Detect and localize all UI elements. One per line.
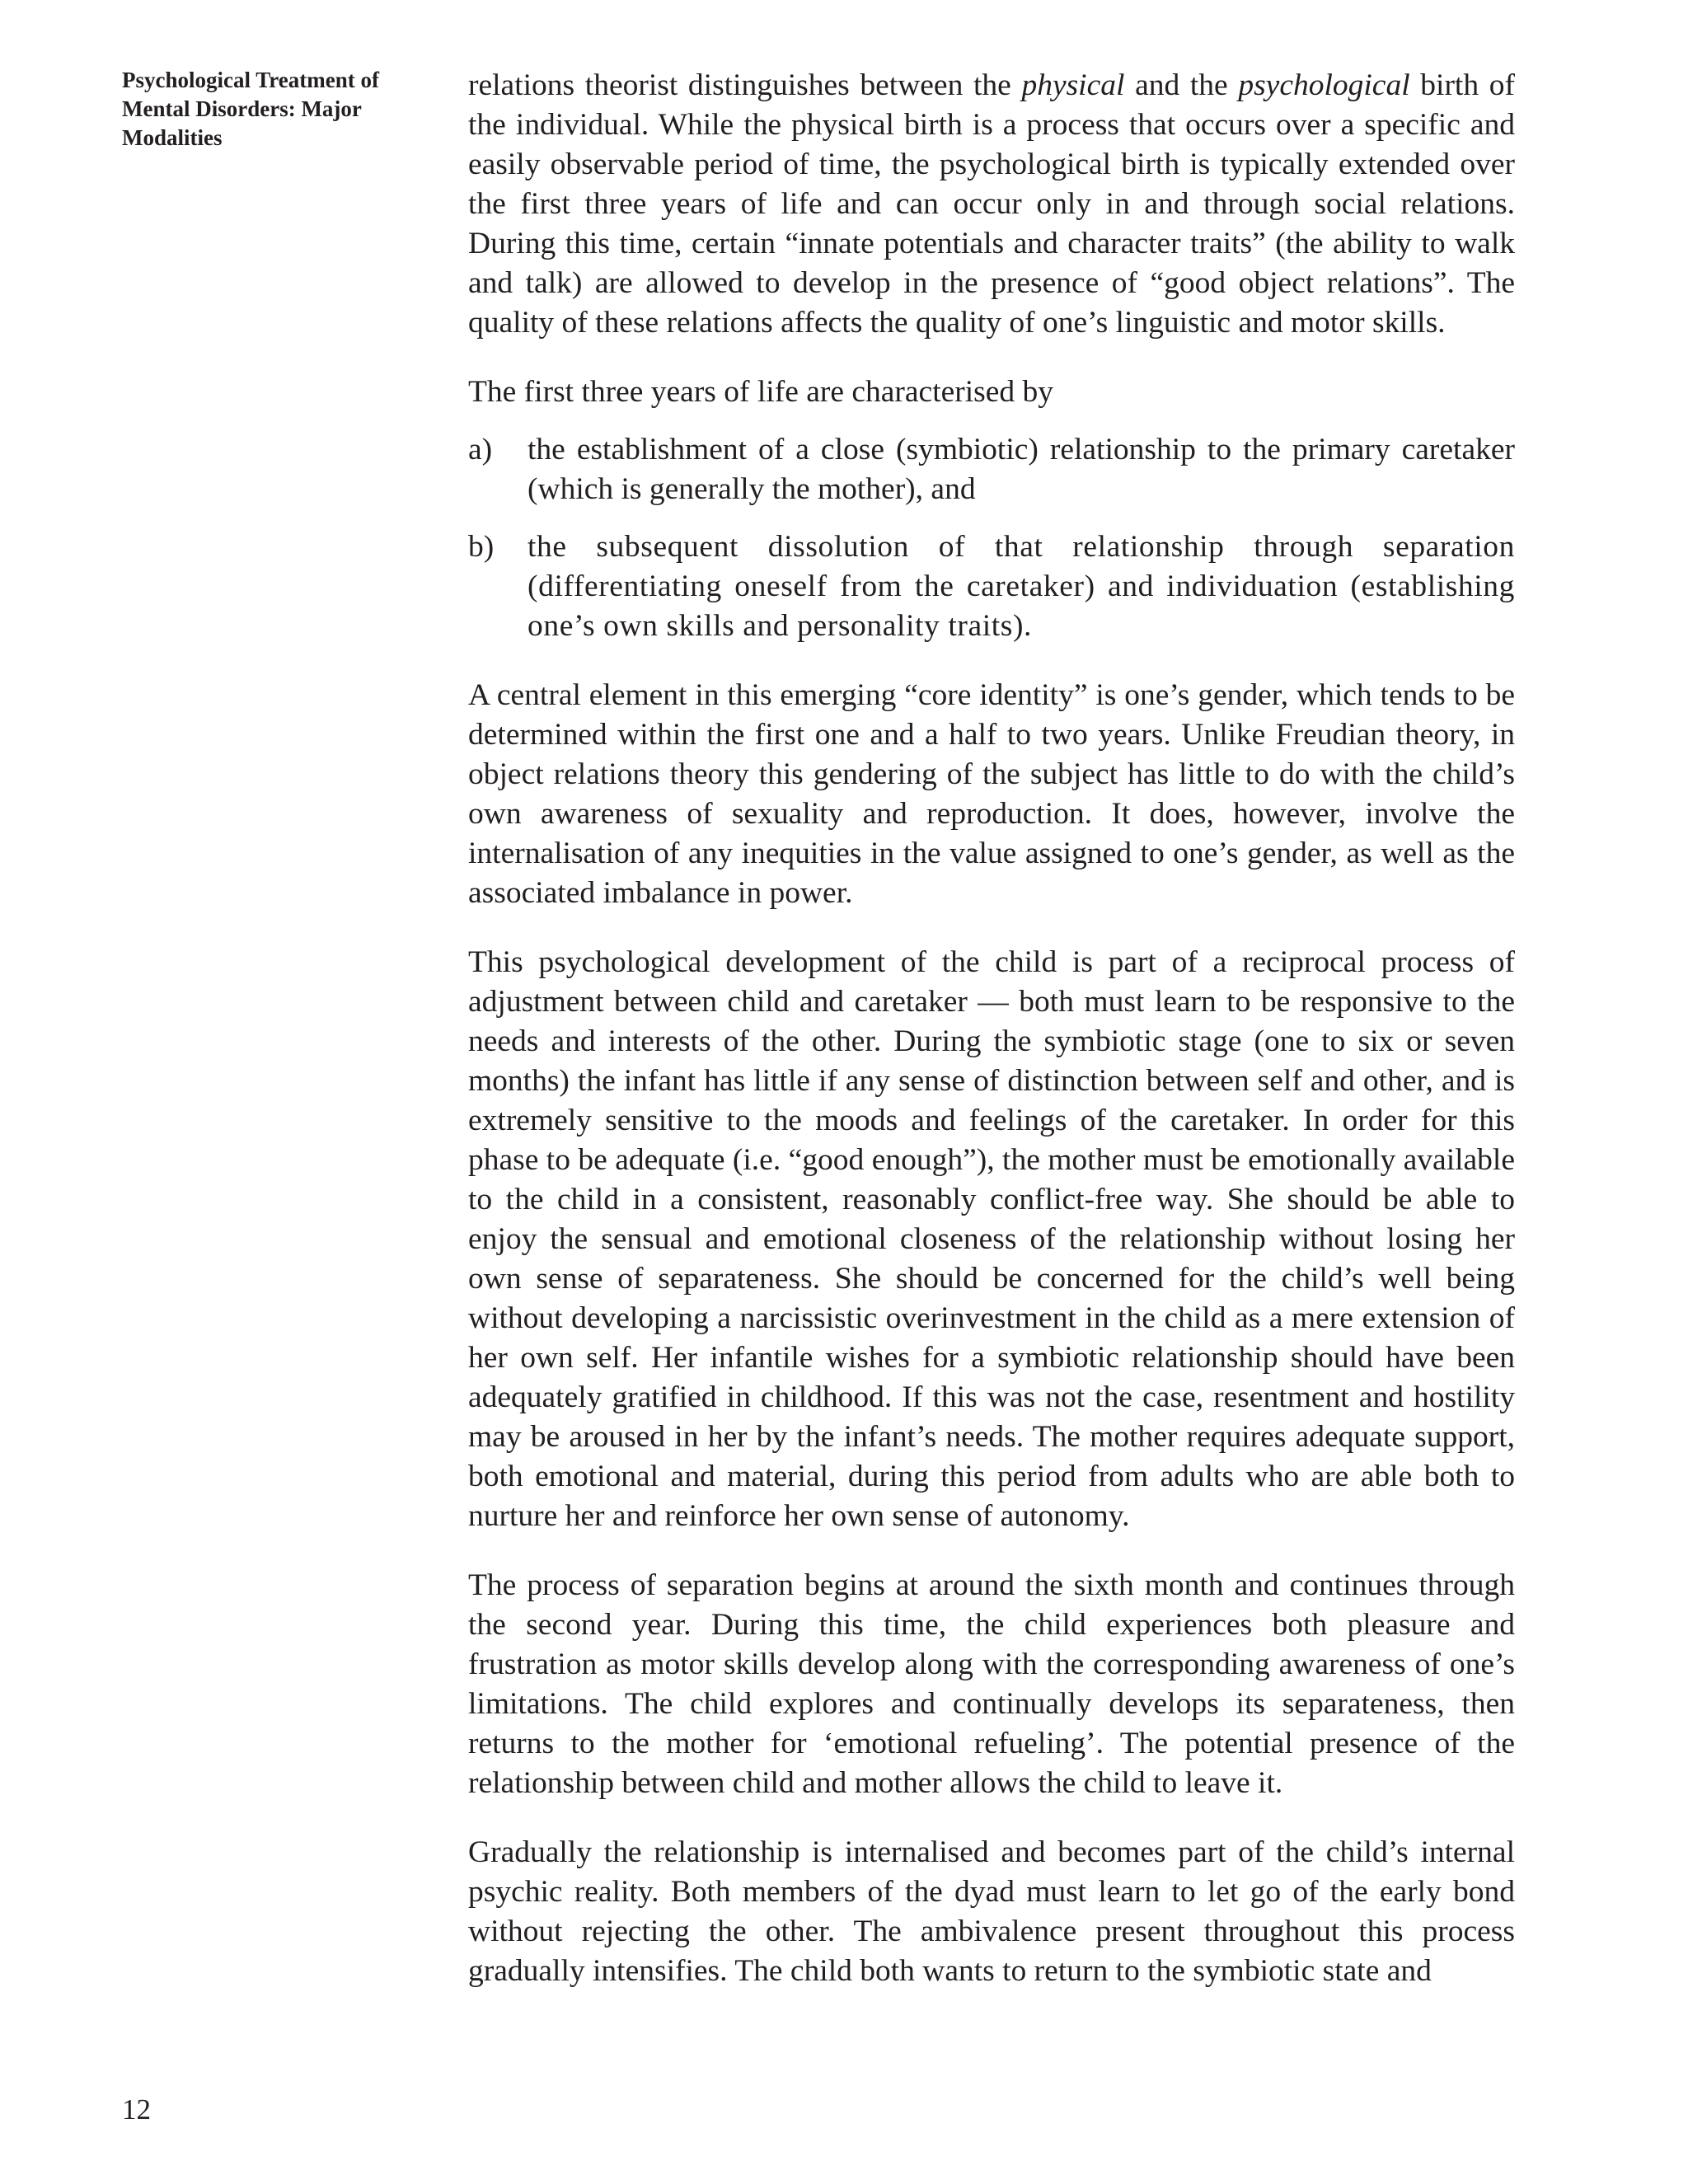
list-text-b: the subsequent dissolution of that relationship through separation (differentiating oneself from the caretaker) and individuation (establishing one’s own skills and personality traits). xyxy=(528,530,1515,643)
list-item-b xyxy=(468,527,1515,646)
paragraph-core-identity: A central element in this emerging “core identity” is one’s gender, which tends to be determined within the first one and a half to two years. Unlike Freudian theory, in object relations theory this gendering of the subject has little to do with the child’s own awareness of sexuality and reproduction. It does, however, involve the internalisation of any inequities in the value assigned to one’s gender, as well as the associated imbalance in power. xyxy=(468,678,1515,910)
paragraph-separation: The process of separation begins at around the sixth month and continues through the second year. During this time, the child experiences both pleasure and frustration as motor skills develop along with the corresponding awareness of one’s limitations. The child explores and continually develops its separateness, then returns to the mother for ‘emotional refueling’. The potential presence of the relationship between child and mother allows the child to leave it. xyxy=(468,1568,1515,1800)
body-text-column xyxy=(468,66,1515,2021)
running-head xyxy=(122,66,427,152)
paragraph-1-text-b: and the xyxy=(1124,68,1239,102)
running-head-line-2: Mental Disorders: Major xyxy=(122,96,362,121)
paragraph-physical-psychological-birth xyxy=(468,66,1515,343)
list-marker-b: b) xyxy=(468,530,495,564)
list-text-a: the establishment of a close (symbiotic) relationship to the primary caretaker (which is generally the mother), and xyxy=(528,433,1515,506)
emphasis-psychological: psychological xyxy=(1238,68,1410,102)
paragraph-symbiotic-stage: This psychological development of the child is part of a reciprocal process of adjustment between child and caretaker — both must learn to be responsive to the needs and interests of the other. During the symbiotic stage (one to six or seven months) the infant has little if any sense of distinction between self and other, and is extremely sensitive to the moods and feelings of the caretaker. In order for this phase to be adequate (i.e. “good enough”), the mother must be emotionally available to the child in a consistent, reasonably conflict-free way. She should be able to enjoy the sensual and emotional closeness of the relationship without losing her own sense of separateness. She should be concerned for the child’s well being without developing a narcissistic overinvestment in the child as a mere extension of her own self. Her infantile wishes for a symbiotic relationship should have been adequately gratified in childhood. If this was not the case, resentment and hostility may be aroused in her by the infant’s needs. The mother requires adequate support, both emotional and material, during this period from adults who are able both to nurture her and reinforce her own sense of autonomy. xyxy=(468,945,1515,1533)
running-head-line-1: Psychological Treatment of xyxy=(122,68,379,92)
paragraph-internalisation: Gradually the relationship is internalised and becomes part of the child’s internal psychic reality. Both members of the dyad must learn to let go of the early bond without rejecting the other. The ambivalence present throughout this process gradually intensifies. The child both wants to return to the symbiotic state and xyxy=(468,1835,1515,1988)
list-item-a xyxy=(468,430,1515,509)
emphasis-physical: physical xyxy=(1021,68,1125,102)
paragraph-list-intro: The first three years of life are characterised by xyxy=(468,375,1054,409)
running-head-line-3: Modalities xyxy=(122,125,223,150)
paragraph-1-text-a: relations theorist distinguishes between the xyxy=(468,68,1022,102)
paragraph-1-text-c: birth of the individual. While the physical birth is a process that occurs over a specific and easily observable period of time, the psychological birth is typically extended over the first three years of life and can occur only in and through social relations. During this time, certain “innate potentials and character traits” (the ability to walk and talk) are allowed to develop in the presence of “good object relations”. The quality of these relations affects the quality of one’s linguistic and motor skills. xyxy=(468,68,1515,340)
list-marker-a: a) xyxy=(468,433,493,466)
page-number: 12 xyxy=(122,2093,151,2125)
